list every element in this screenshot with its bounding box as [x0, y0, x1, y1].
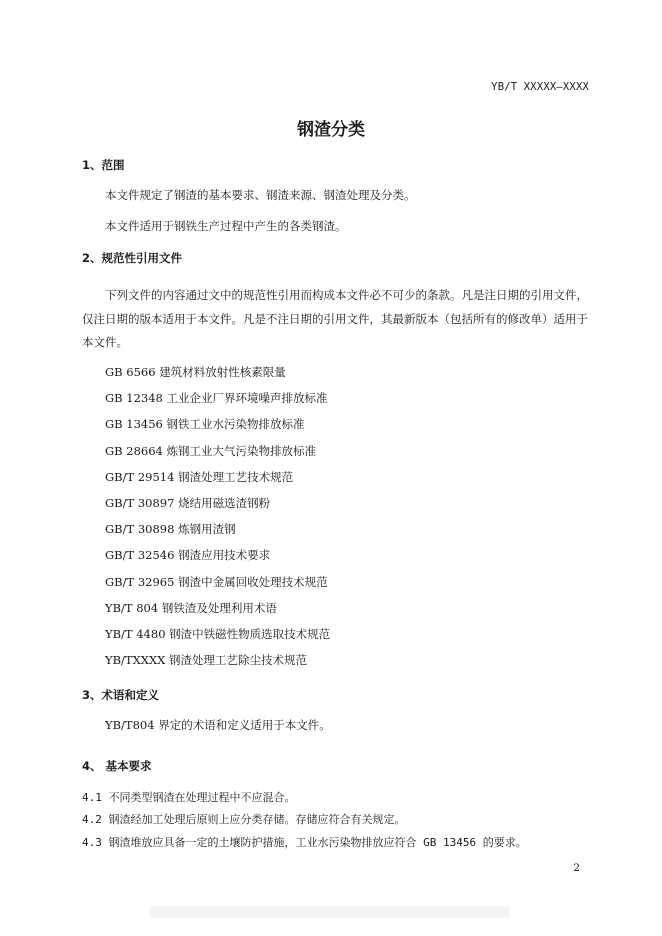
section-heading-references: 2、规范性引用文件 [82, 251, 183, 265]
reference-item: GB 28664 炼钢工业大气污染物排放标准 [105, 443, 317, 458]
reference-item: GB/T 32965 钢渣中金属回收处理技术规范 [105, 574, 328, 589]
section-heading-requirements: 4、 基本要求 [82, 759, 152, 773]
reference-item: YB/TXXXX 钢渣处理工艺除尘技术规范 [105, 653, 307, 668]
section-heading-scope: 1、范围 [82, 158, 125, 172]
section-heading-terms: 3、术语和定义 [82, 688, 160, 702]
scope-line-1: 本文件规定了钢渣的基本要求、钢渣来源、钢渣处理及分类。 [105, 188, 416, 202]
requirement-item: 4.2 钢渣经加工处理后原则上应分类存储。存储应符合有关规定。 [82, 813, 406, 826]
requirement-item: 4.1 不同类型钢渣在处理过程中不应混合。 [82, 791, 296, 804]
reference-item: GB 6566 建筑材料放射性核素限量 [105, 365, 286, 379]
requirement-item: 4.3 钢渣堆放应具备一定的土壤防护措施，工业水污染物排放应符合 GB 13456 的要求。 [82, 836, 527, 849]
scope-line-2: 本文件适用于钢铁生产过程中产生的各类钢渣。 [105, 219, 347, 233]
reference-item: GB 12348 工业企业厂界环境噪声排放标准 [105, 391, 328, 406]
reference-item: GB/T 30898 炼钢用渣钢 [105, 522, 236, 537]
reference-list [105, 359, 330, 673]
reference-item: GB/T 30897 烧结用磁选渣钢粉 [105, 495, 271, 510]
page-number: 2 [573, 862, 580, 874]
terms-text: YB/T804 界定的术语和定义适用于本文件。 [105, 718, 331, 732]
standard-code: YB/T XXXXX—XXXX [491, 81, 589, 93]
reference-item: YB/T 804 钢铁渣及处理利用术语 [105, 600, 277, 615]
reference-item: GB/T 32546 钢渣应用技术要求 [105, 548, 271, 563]
watermark-band [150, 906, 510, 918]
reference-item: YB/T 4480 钢渣中铁磁性物质选取技术规范 [105, 626, 331, 641]
page-title: 钢渣分类 [297, 120, 365, 140]
references-intro: 下列文件的内容通过文中的规范性引用而构成本文件必不可少的条款。凡是注日期的引用文件，仅注日期的版本适用于本文件。凡是不注日期的引用文件，其最新版本（包括所有的修改单）适用于本文件。 [82, 288, 588, 349]
reference-item: GB 13456 钢铁工业水污染物排放标准 [105, 417, 305, 432]
reference-item: GB/T 29514 钢渣处理工艺技术规范 [105, 469, 294, 484]
